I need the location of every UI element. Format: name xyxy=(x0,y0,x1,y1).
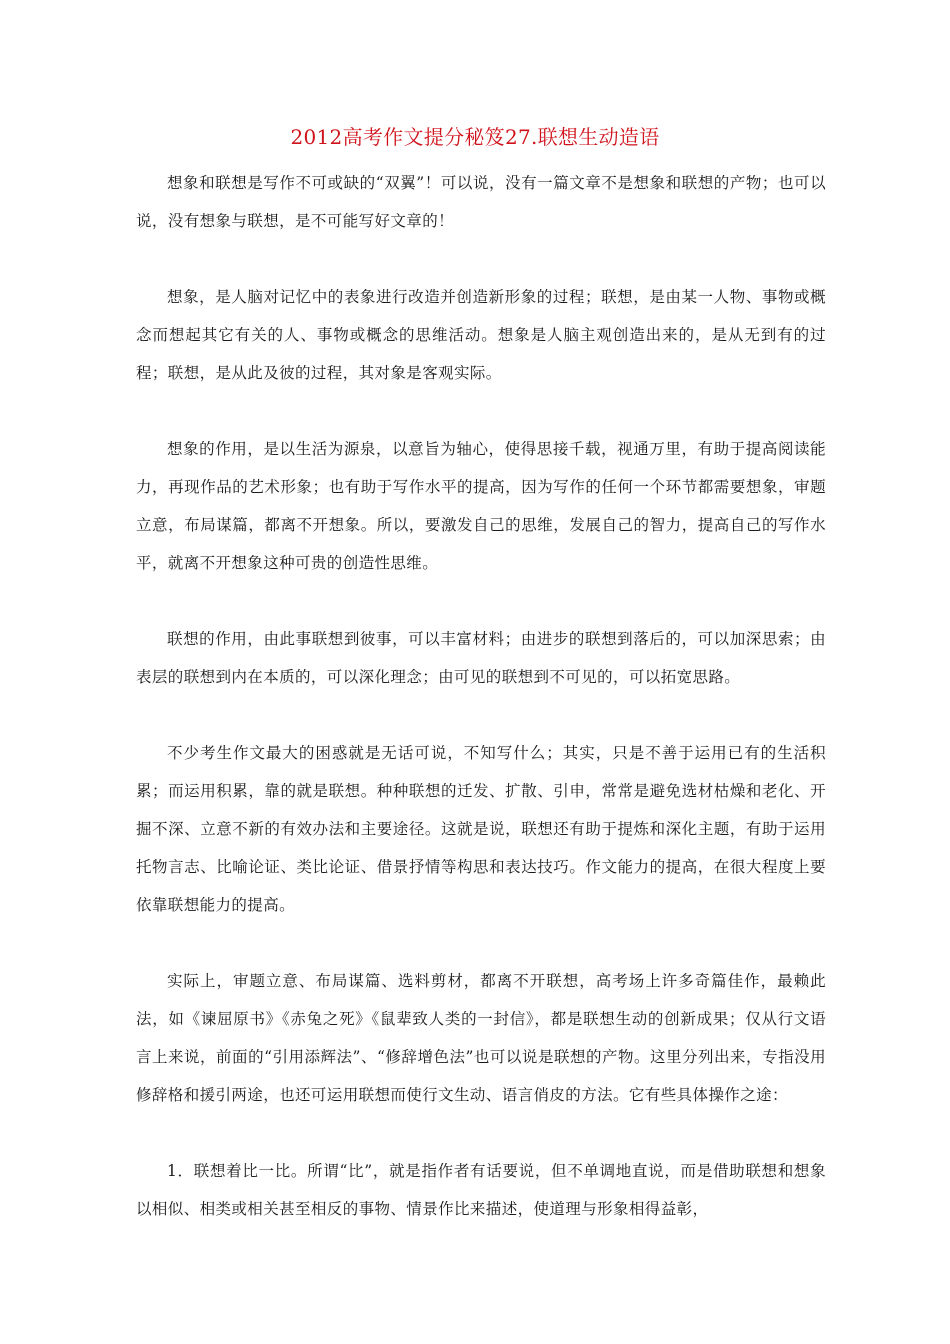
paragraph-practice: 实际上，审题立意、布局谋篇、选料剪材，都离不开联想，高考场上许多奇篇佳作，最赖此法，如《谏屈原书》《赤兔之死》《鼠辈致人类的一封信》，都是联想生动的创新成果；仅从行文语言上来说，前面的“引用添辉法”、“修辞增色法”也可以说是联想的产物。这里分列出来，专指没用修辞格和援引两途，也还可运用联想而使行文生动、语言俏皮的方法。它有些具体操作之途： xyxy=(136,972,826,1104)
paragraph-student-difficulty: 不少考生作文最大的困惑就是无话可说，不知写什么；其实，只是不善于运用已有的生活积累；而运用积累，靠的就是联想。种种联想的迁发、扩散、引申，常常是避免选材枯燥和老化、开掘不深、立意不新的有效办法和主要途径。这就是说，联想还有助于提炼和深化主题，有助于运用托物言志、比喻论证、类比论证、借景抒情等构思和表达技巧。作文能力的提高，在很大程度上要依靠联想能力的提高。 xyxy=(136,744,826,914)
document-title: 2012高考作文提分秘笈27.联想生动造语 xyxy=(290,125,660,149)
paragraph-method-1: 1．联想着比一比。所谓“比”，就是指作者有话要说，但不单调地直说，而是借助联想和想象以相似、相类或相关甚至相反的事物、情景作比来描述，使道理与形象相得益彰， xyxy=(136,1162,826,1218)
document-body xyxy=(136,164,826,1266)
paragraph-association-role: 联想的作用，由此事联想到彼事，可以丰富材料；由进步的联想到落后的，可以加深思索；由表层的联想到内在本质的，可以深化理念；由可见的联想到不可见的，可以拓宽思路。 xyxy=(136,630,826,686)
paragraph-definition: 想象，是人脑对记忆中的表象进行改造并创造新形象的过程；联想，是由某一人物、事物或概念而想起其它有关的人、事物或概念的思维活动。想象是人脑主观创造出来的，是从无到有的过程；联想，是从此及彼的过程，其对象是客观实际。 xyxy=(136,288,826,382)
paragraph-imagination-role: 想象的作用，是以生活为源泉，以意旨为轴心，使得思接千载，视通万里，有助于提高阅读能力，再现作品的艺术形象；也有助于写作水平的提高，因为写作的任何一个环节都需要想象，审题立意，布局谋篇，都离不开想象。所以，要激发自己的思维，发展自己的智力，提高自己的写作水平，就离不开想象这种可贵的创造性思维。 xyxy=(136,440,826,572)
paragraph-intro: 想象和联想是写作不可或缺的“双翼”！可以说，没有一篇文章不是想象和联想的产物；也可以说，没有想象与联想，是不可能写好文章的！ xyxy=(136,174,826,230)
